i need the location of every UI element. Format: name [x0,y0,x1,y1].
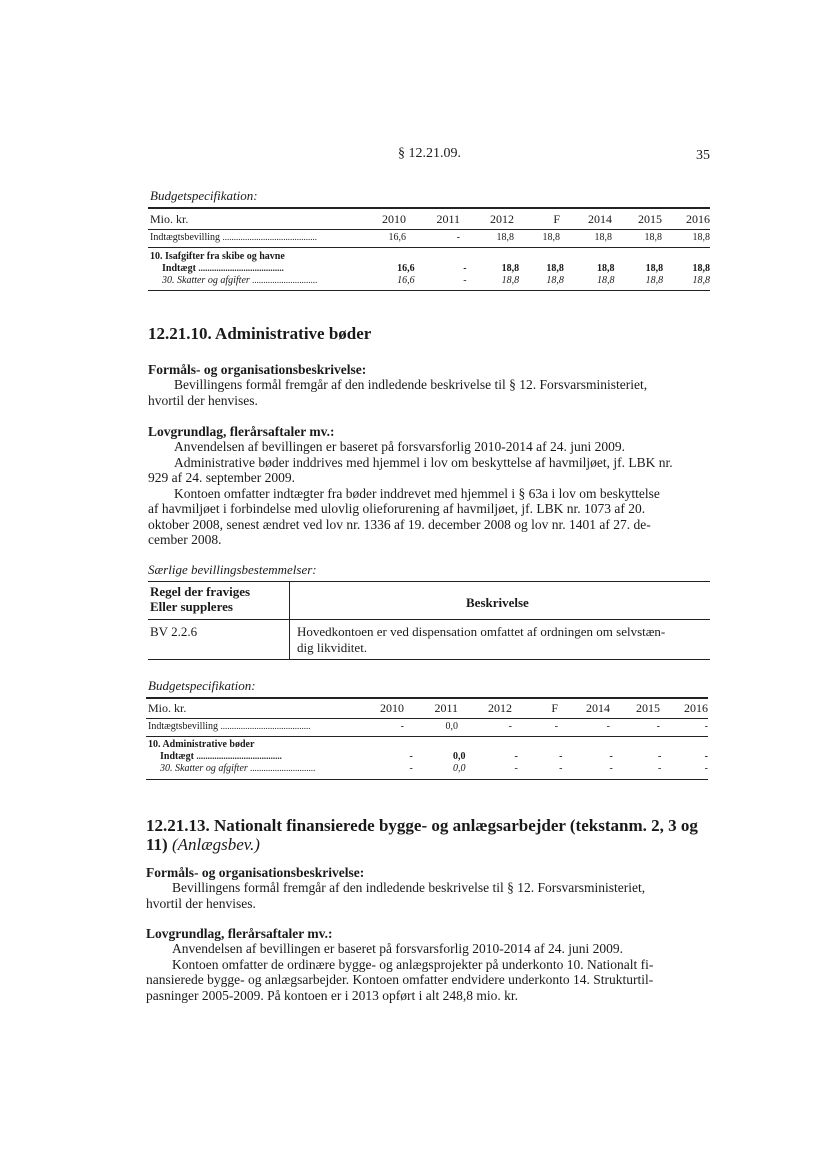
table-row: Indtægtsbevilling ........................................ - 0,0 - - - - - [148,720,708,732]
col-header: 2015 [636,701,660,715]
cell: - [658,750,662,762]
row-label: Indtægt [160,750,194,762]
cell: 18,8 [542,231,560,243]
col-header: 2011 [434,701,458,715]
rules-col-divider [289,581,290,660]
purpose-text-2 [146,880,708,911]
cell: - [656,720,660,732]
budget-table-1-body [150,231,710,243]
text-line: cember 2008. [148,532,222,547]
cell: 18,8 [597,274,615,286]
text-line: Bevillingens formål fremgår af den indledende beskrivelse til § 12. Forsvarsministeriet, [174,377,648,392]
text-line: 929 af 24. september 2009. [148,470,295,485]
cell: - [400,720,404,732]
table-row [150,250,710,262]
cell: - [609,762,613,774]
table-row: Indtægt ...................................... - 0,0 - - - - - [160,750,708,762]
budget-table-2 [148,701,708,716]
cell: - [704,720,708,732]
cell: - [463,274,467,286]
col-header: 2015 [638,212,662,226]
cell: - [704,762,708,774]
cell: - [514,762,518,774]
header-line: Eller suppleres [150,599,233,614]
row-label: 30. Skatter og afgifter [160,762,248,774]
table-row: 30. Skatter og afgifter ............................. - 0,0 - - - - - [160,762,708,774]
table1-mid-rule [148,247,710,248]
table-row [148,738,708,750]
text-line: Kontoen omfatter indtægter fra bøder inddrevet med hjemmel i § 63a i lov om beskyttelse [174,485,660,501]
budget-label-2: Budgetspecifikation: [148,678,256,693]
heading-line-2 [146,835,698,854]
text-line: pasninger 2005-2009. På kontoen er i 2013 opført i alt 248,8 mio. kr. [146,987,518,1003]
table2-top-rule [146,697,708,699]
text-line: nansierede bygge- og anlægsarbejder. Kontoen omfatter endvidere underkonto 14. Strukturtil- [146,972,654,987]
budget-table-1-detail [150,250,710,286]
cell: - [514,750,518,762]
col-header: 2016 [686,212,710,226]
cell: - [456,231,460,243]
rules-col1-header [150,584,250,614]
cell: 0,0 [453,750,466,762]
row-label: 10. Administrative bøder [148,738,255,750]
budget-table-2-body [148,720,708,732]
text-line: oktober 2008, senest ændret ved lov nr. 1336 af 19. december 2008 og lov nr. 1401 af 27. de- [148,516,651,532]
budget-table-2-detail [148,738,708,774]
table-row: 30. Skatter og afgifter ............................. 16,6 - 18,8 18,8 18,8 18,8 18,8 [162,274,710,286]
section-heading: 12.21.10. Administrative bøder [148,324,372,343]
rules-row-desc [297,624,709,655]
row-label: Indtægt [162,262,196,274]
cell: - [609,750,613,762]
legal-text [148,439,710,548]
cell: 18,8 [496,231,514,243]
special-provisions-label: Særlige bevillingsbestemmelser: [148,562,317,577]
cell: - [559,750,563,762]
table2-bottom-rule [146,779,708,780]
cell: 18,8 [546,262,564,274]
table1-header-rule [148,229,710,230]
cell: 18,8 [501,262,520,274]
cell: 16,6 [397,262,415,274]
row-label: Indtægtsbevilling [148,720,218,732]
row-label: 30. Skatter og afgifter [162,274,250,286]
cell: - [704,750,708,762]
text-line: Hovedkontoen er ved dispensation omfattet af ordningen om selvstæn- [297,624,666,639]
subheading-purpose-2: Formåls- og organisationsbeskrivelse: [146,865,365,880]
text-line: af havmiljøet i forbindelse med ulovlig olieforurening af havmiljøet, jf. LBK nr. 1073 af 20. [148,501,646,516]
text-line: Bevillingens formål fremgår af den indledende beskrivelse til § 12. Forsvarsministeriet, [172,880,646,895]
subheading-purpose: Formåls- og organisationsbeskrivelse: [148,362,367,377]
purpose-text [148,377,710,408]
cell: 0,0 [453,762,466,774]
page-number: 35 [696,148,710,163]
col-header: F [553,212,560,226]
text-line: dig likviditet. [297,639,368,655]
budget-table-1 [150,212,710,227]
section-header: § 12.21.09. [398,146,461,161]
col-header: 2014 [588,212,612,226]
table-row: Indtægt ...................................... 16,6 - 18,8 18,8 18,8 18,8 18,8 [162,262,710,274]
col-header: 2012 [488,701,512,715]
budget-label-1: Budgetspecifikation: [150,188,258,203]
row-label: 10. Isafgifter fra skibe og havne [150,250,285,262]
table1-top-rule [148,207,710,209]
cell: 18,8 [501,274,520,286]
cell: - [463,262,467,274]
rules-col2-header: Beskrivelse [466,595,529,610]
cell: - [409,750,413,762]
cell: 18,8 [692,262,710,274]
table-row: Indtægtsbevilling .......................................... 16,6 - 18,8 18,8 18,8 18,8 18,8 [150,231,710,243]
heading-part-italic: (Anlægsbev.) [171,835,260,854]
cell: 18,8 [546,274,564,286]
cell: 18,8 [594,231,612,243]
table2-header-rule [146,718,708,719]
cell: 18,8 [692,274,710,286]
col-header: 2012 [490,212,514,226]
cell: 18,8 [597,262,615,274]
rules-header-rule [148,619,710,620]
cell: 18,8 [692,231,710,243]
text-line: hvortil der henvises. [146,895,256,911]
cell: - [554,720,558,732]
col-header: 2014 [586,701,610,715]
col-header: 2011 [436,212,460,226]
cell: 18,8 [644,231,662,243]
table1-bottom-rule [148,290,710,291]
row-label: Indtægtsbevilling [150,231,220,243]
col-header: Mio. kr. [150,212,189,226]
cell: - [658,762,662,774]
subheading-legal-2: Lovgrundlag, flerårsaftaler mv.: [146,926,333,941]
table-header-row [150,212,710,227]
col-header: 2016 [684,701,708,715]
rules-bottom-rule [148,659,710,660]
subheading-legal: Lovgrundlag, flerårsaftaler mv.: [148,424,335,439]
header-line: Regel der fraviges [150,584,251,599]
col-header: 2010 [380,701,404,715]
rules-row-rule: BV 2.2.6 [150,624,198,639]
col-header: F [551,701,558,715]
cell: 16,6 [388,231,406,243]
cell: - [409,762,413,774]
table2-mid-rule [146,736,708,737]
heading-part: 11) [146,835,168,854]
cell: 0,0 [445,720,458,732]
cell: - [508,720,512,732]
heading-line: 12.21.13. Nationalt finansierede bygge- og anlægsarbejder (tekstanm. 2, 3 og [146,816,698,835]
cell: 18,8 [645,262,664,274]
col-header: 2010 [382,212,406,226]
text-line: Anvendelsen af bevillingen er baseret på forsvarsforlig 2010-2014 af 24. juni 2009. [172,941,623,956]
text-line: Anvendelsen af bevillingen er baseret på forsvarsforlig 2010-2014 af 24. juni 2009. [174,439,625,454]
cell: - [559,762,563,774]
text-line: Kontoen omfatter de ordinære bygge- og anlægsprojekter på underkonto 10. Nationalt fi- [172,956,654,972]
cell: - [606,720,610,732]
col-header: Mio. kr. [148,701,187,715]
section-heading-2 [146,816,698,854]
text-line: hvortil der henvises. [148,392,258,408]
cell: 18,8 [645,274,664,286]
legal-text-2 [146,941,708,1003]
table-header-row [148,701,708,716]
cell: 16,6 [397,274,415,286]
text-line: Administrative bøder inddrives med hjemmel i lov om beskyttelse af havmiljøet, jf. LBK nr. [174,454,673,470]
rules-top-rule [148,581,710,582]
